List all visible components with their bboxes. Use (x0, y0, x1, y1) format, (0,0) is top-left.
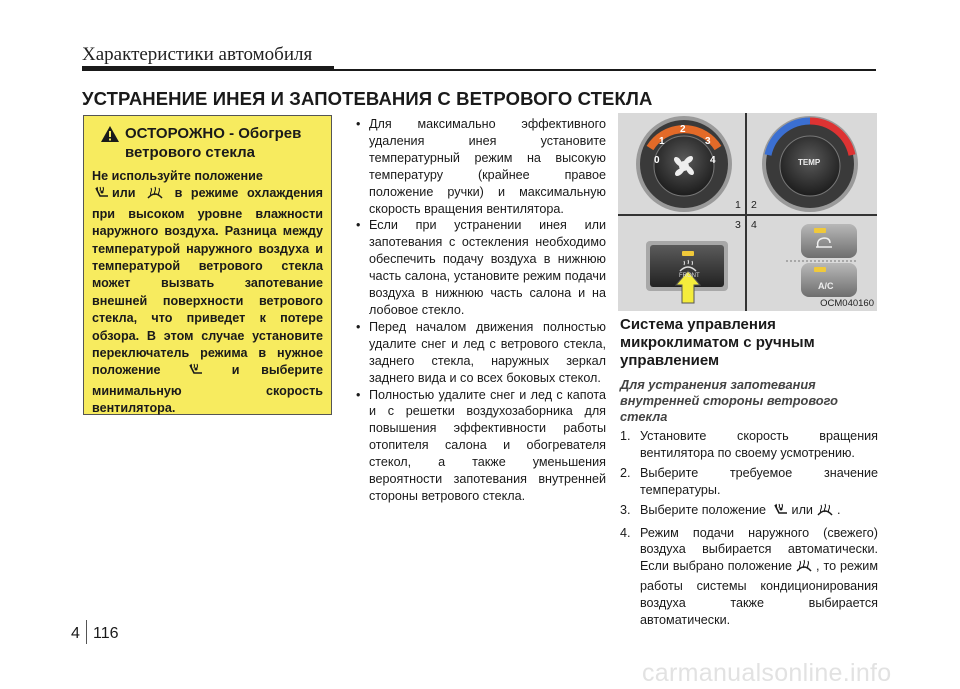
page-number: 116 (93, 625, 119, 642)
quadrant-label: 1 (735, 199, 741, 211)
page-number-divider (86, 620, 87, 644)
step-number: 4. (620, 525, 631, 540)
bullet-item: • Если при устранении инея или запотевания с остекления необходимо обеспечить подачу воздуха в нижнюю часть салона, установите режим подачи воздуха в нижнюю часть салона и на лобовое стекло. (352, 217, 606, 318)
step-text: Выберите требуемое значение температуры. (640, 465, 878, 497)
windshield-defrost-icon (146, 186, 164, 205)
bullet-item: • Полностью удалите снег и лед с капота и с решетки воздухозаборника для повышения эффективности работы отопителя салона и обогревателя стекол, а также уменьшения вероятности запотевания внутренней стороны ветрового стекла. (352, 387, 606, 505)
bullet-item: • Перед началом движения полностью удалите снег и лед с ветрового стекла, заднего стекла, наружных зеркал заднего вида и со всех боковых стекол. (352, 319, 606, 387)
step-item (620, 502, 878, 522)
manual-section (620, 316, 878, 629)
warning-title: ОСТОРОЖНО - Обогрев ветрового стекла (125, 125, 302, 161)
warning-triangle-icon (100, 125, 120, 143)
step-item (620, 428, 878, 462)
section-title: УСТРАНЕНИЕ ИНЕЯ И ЗАПОТЕВАНИЯ С ВЕТРОВОГО СТЕКЛА (82, 88, 653, 109)
bullet-list (352, 116, 606, 505)
climate-control-figure (618, 113, 877, 311)
header-rule-thick (82, 66, 334, 71)
quadrant-label: 2 (751, 199, 757, 211)
quadrant-label: 4 (751, 219, 757, 231)
fan-mark: 0 (654, 155, 660, 166)
step-text: Выберите положение (640, 502, 767, 517)
temp-label: TEMP (798, 158, 821, 167)
quadrant-label: 3 (735, 219, 741, 231)
step-item (620, 465, 878, 499)
step-item (620, 525, 878, 629)
figure-code: OCM040160 (820, 298, 874, 309)
step-text: Установите скорость вращения вентилятора по своему усмотрению. (640, 429, 878, 460)
windshield-defrost-icon (816, 503, 834, 522)
floor-defrost-mode-icon (94, 186, 110, 205)
step-number: 1. (620, 429, 631, 443)
step-text: . (836, 502, 841, 517)
figure-divider-v (745, 113, 747, 311)
warning-box (83, 115, 332, 415)
manual-title: Система управления микроклиматом с ручным управлением (620, 316, 815, 369)
warning-text-part4: и выберите минимальную скорость вентилятора. (92, 363, 324, 416)
manual-subtitle: Для устранения запотевания внутренней стороны ветрового стекла (620, 377, 838, 424)
climate-control-illustration (618, 113, 877, 311)
step-text: Режим подачи наружного (свежего) воздуха выбирается автоматически. Если выбрано положение (640, 525, 878, 574)
warning-text (92, 168, 323, 418)
step-text: , то режим работы системы кондиционирования воздуха также выбирается автоматически. (640, 559, 878, 628)
fan-mark: 1 (659, 136, 665, 147)
ac-label: A/C (818, 281, 834, 291)
warning-text-part2: или (112, 186, 136, 201)
fan-mark: 4 (710, 155, 716, 166)
fan-mark: 3 (705, 136, 711, 147)
fan-mark: 2 (680, 124, 686, 135)
page-section-number: 4 (71, 625, 80, 642)
watermark: carmanualsonline.info (642, 659, 892, 687)
step-number: 3. (620, 502, 631, 517)
step-text: или (791, 502, 813, 517)
warning-text-part3: в режиме охлаждения при высоком уровне влажности наружного воздуха. Разница между температурой наружного воздуха и температурой ветрового стекла может вызвать запотевание внешней поверхности ветрового стекла, что приведет к потере обзора. В этом случае установите переключатель режима в нужное положение (92, 186, 323, 378)
step-number: 2. (620, 465, 631, 480)
header-rule-thin (334, 69, 876, 71)
figure-divider-h (618, 214, 877, 216)
warning-text-part1: Не используйте положение (92, 169, 263, 183)
floor-defrost-mode-icon (188, 363, 204, 382)
floor-defrost-mode-icon (773, 503, 789, 522)
bullet-item: • Для максимально эффективного удаления инея установите температурный режим на высокую температуру (крайнее правое положение ручки) и максимальную скорость вращения вентилятора. (352, 116, 606, 217)
front-label: FRONT (679, 273, 700, 279)
header-title: Характеристики автомобиля (82, 44, 313, 65)
windshield-defrost-icon (795, 559, 813, 578)
